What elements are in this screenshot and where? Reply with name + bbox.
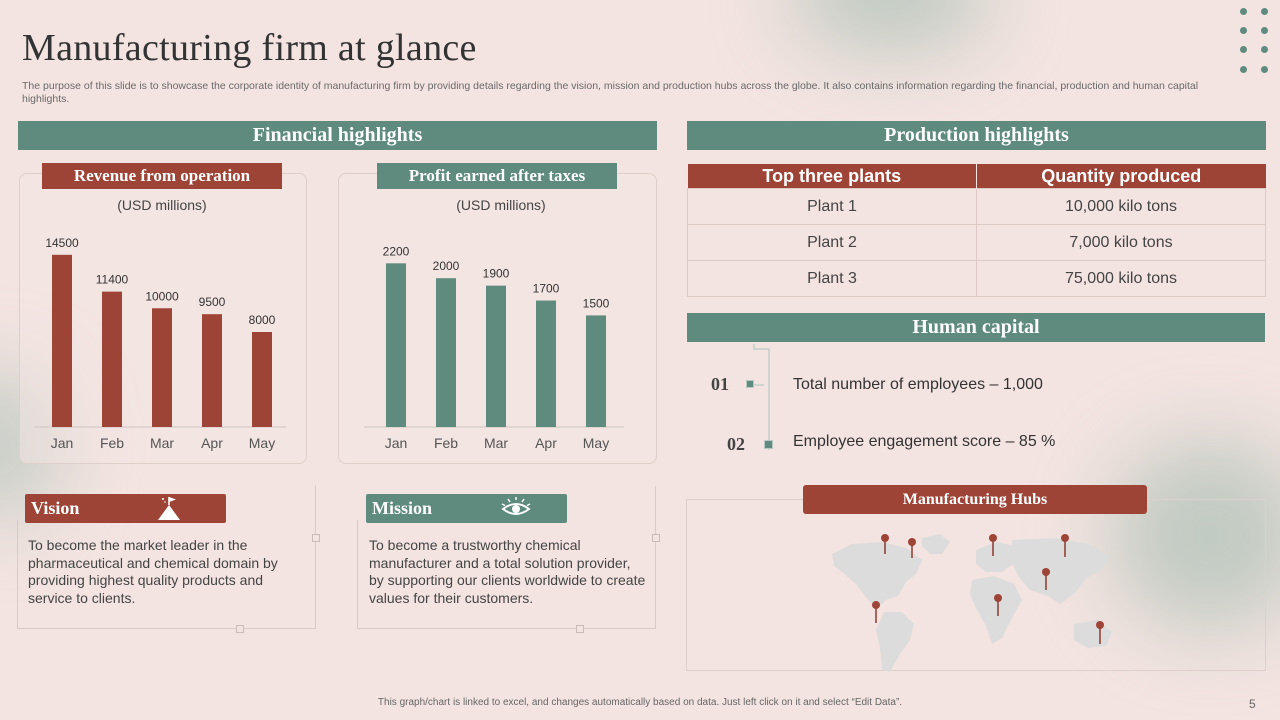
data-label: 1500 [582, 296, 610, 311]
mission-card-left-border [357, 520, 358, 628]
vision-text: To become the market leader in the pharmaceutical and chemical domain by providing highest quality products and service to clients. [28, 537, 278, 606]
eye-icon [500, 496, 532, 522]
x-tick-label: Apr [535, 435, 557, 451]
decorative-dot [1261, 66, 1268, 73]
employees-text: Total number of employees – 1,000 [793, 376, 1043, 393]
production-highlights-header: Production highlights [687, 121, 1266, 150]
data-label: 10000 [145, 289, 179, 304]
profit-chart-title: Profit earned after taxes [377, 163, 617, 189]
decorative-dot [1261, 8, 1268, 15]
human-capital-connector [740, 342, 780, 457]
plant-name-cell: Plant 1 [688, 189, 977, 225]
x-tick-label: Feb [433, 435, 459, 451]
revenue-bar-chart[interactable] [30, 220, 292, 456]
data-label: 11400 [95, 272, 129, 287]
bar-may[interactable] [586, 315, 606, 427]
corner-marker [312, 534, 320, 542]
x-tick-label: Feb [99, 435, 125, 451]
data-label: 8000 [248, 313, 276, 327]
corner-marker [652, 534, 660, 542]
footer-note: This graph/chart is linked to excel, and changes automatically based on data. Just left click on it and select “Edit Data”. [377, 697, 903, 708]
bullet-marker [746, 380, 754, 388]
decorative-dot [1240, 46, 1247, 53]
page-subtitle: The purpose of this slide is to showcase the corporate identity of manufacturing firm by providing details regarding the vision, mission and production hubs across the globe. It also contains information regarding the financial, production and human capital highlights. [22, 80, 1199, 105]
plant-name-cell: Plant 3 [688, 261, 977, 297]
vision-card-left-border [17, 520, 18, 628]
world-map[interactable] [826, 528, 1116, 680]
asia-shape [1012, 538, 1110, 604]
column-header-plants: Top three plants [688, 164, 977, 189]
bullet-marker [764, 440, 773, 449]
manufacturing-hubs-title: Manufacturing Hubs [803, 485, 1147, 514]
profit-chart-unit: (USD millions) [456, 197, 546, 213]
quantity-cell: 7,000 kilo tons [977, 225, 1266, 261]
plant-name-cell: Plant 2 [688, 225, 977, 261]
map-pin-icon[interactable] [872, 601, 880, 623]
table-row [688, 225, 1266, 261]
corner-marker [236, 625, 244, 633]
bar-feb[interactable] [436, 278, 456, 427]
engagement-number: 02 [727, 434, 745, 454]
table-header-row [688, 164, 1266, 189]
vision-label [25, 494, 226, 523]
human-capital-header: Human capital [687, 313, 1265, 342]
decorative-dot [1240, 66, 1247, 73]
column-header-quantity: Quantity produced [977, 164, 1266, 189]
europe-shape [976, 542, 1016, 572]
page-title: Manufacturing firm at glance [22, 27, 477, 69]
bar-jan[interactable] [386, 263, 406, 427]
x-tick-label: May [248, 435, 276, 451]
corner-marker [576, 625, 584, 633]
quantity-cell: 10,000 kilo tons [977, 189, 1266, 225]
decorative-dots [1240, 8, 1268, 74]
x-tick-label: Jan [384, 435, 408, 451]
north-america-shape [832, 542, 922, 608]
decorative-dot [1240, 27, 1247, 34]
table-row [688, 261, 1266, 297]
decorative-dot [1240, 8, 1247, 15]
data-label: 2200 [382, 244, 410, 259]
profit-bar-chart[interactable] [360, 220, 630, 456]
data-label: 9500 [198, 295, 226, 310]
australia-shape [1074, 620, 1112, 648]
decorative-dot [1261, 27, 1268, 34]
data-label: 2000 [432, 259, 460, 274]
revenue-chart-title: Revenue from operation [42, 163, 282, 189]
south-america-shape [876, 612, 914, 672]
revenue-chart-unit: (USD millions) [117, 197, 207, 213]
table-row [688, 189, 1266, 225]
employees-number: 01 [711, 374, 729, 394]
bar-apr[interactable] [536, 301, 556, 427]
bar-apr[interactable] [202, 314, 222, 427]
production-table [687, 164, 1266, 297]
mission-label [366, 494, 567, 523]
decorative-dot [1261, 46, 1268, 53]
data-label: 14500 [45, 235, 79, 250]
financial-highlights-header: Financial highlights [18, 121, 657, 150]
x-tick-label: Apr [201, 435, 223, 451]
bar-may[interactable] [252, 332, 272, 427]
data-label: 1900 [482, 266, 510, 281]
bar-feb[interactable] [102, 292, 122, 427]
vision-title: Vision [31, 498, 80, 518]
mountain-flag-icon [155, 496, 183, 522]
engagement-text: Employee engagement score – 85 % [793, 433, 1056, 450]
data-label: 1700 [532, 281, 560, 296]
greenland-shape [922, 534, 950, 554]
quantity-cell: 75,000 kilo tons [977, 261, 1266, 297]
mission-text: To become a trustworthy chemical manufacturer and a total solution provider, by supporting our clients worldwide to create values for their customers. [369, 537, 646, 606]
mission-title: Mission [372, 498, 433, 518]
x-tick-label: May [582, 435, 610, 451]
x-tick-label: Jan [50, 435, 74, 451]
bar-jan[interactable] [52, 255, 72, 427]
x-tick-label: Mar [483, 435, 509, 451]
page-number: 5 [1249, 697, 1256, 711]
africa-shape [970, 576, 1022, 644]
background-blob [790, 0, 990, 50]
bar-mar[interactable] [486, 286, 506, 427]
bar-mar[interactable] [152, 308, 172, 427]
x-tick-label: Mar [149, 435, 175, 451]
